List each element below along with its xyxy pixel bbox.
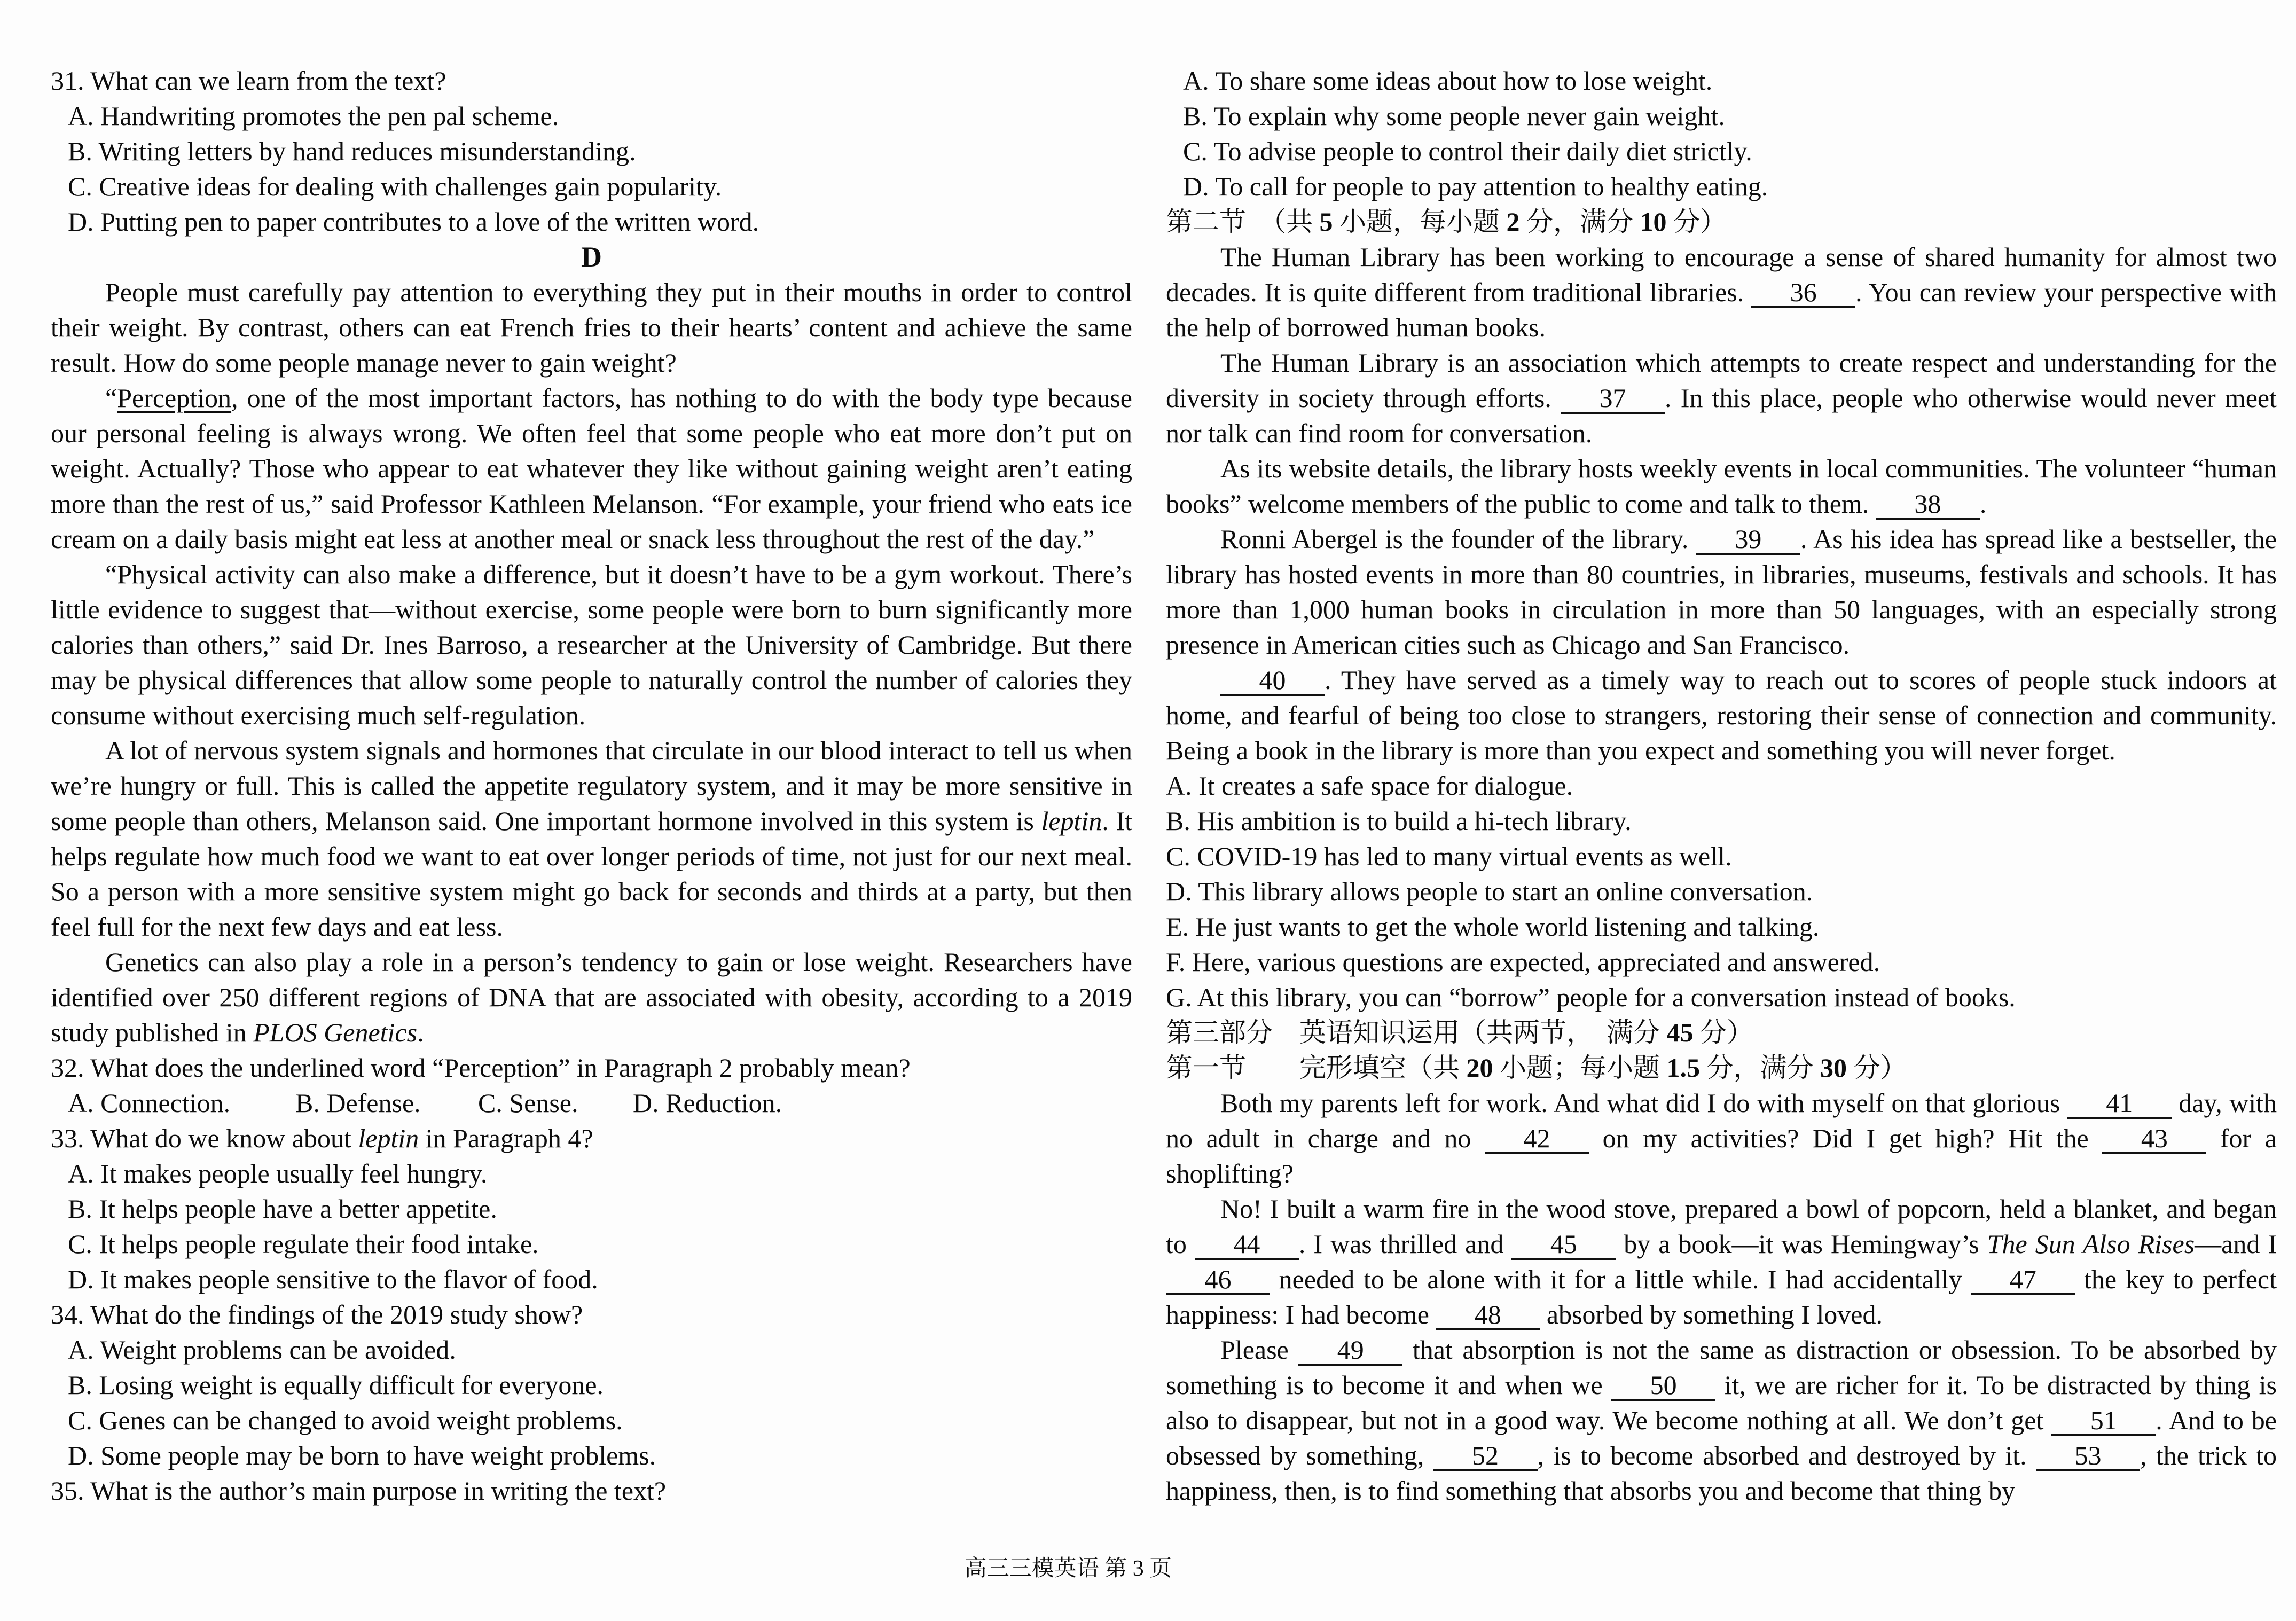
blank-37: 37 xyxy=(1561,384,1665,414)
question-35: 35. What is the author’s main purpose in writing the text? xyxy=(51,1476,667,1506)
passage-d-title: D xyxy=(581,241,602,273)
passage-d-para-5: Genetics can also play a role in a person’s tendency to gain or lose weight. Researchers have identified over 250 different regions of DNA that are associated with obesity, according to a 2019 study published in PLOS Genetics. xyxy=(51,947,1132,1047)
cloze-para-2: No! I built a warm fire in the wood stove, prepared a bowl of popcorn, held a blanket, and began to 44 . I was thrilled and 45 by a book—it was Hemingway’s The Sun Also Rises—and I 46 needed to be alone with it for a little while. I had accidentally 47 the key to perfect happiness: I had become 48 absorbed by something I loved. xyxy=(1166,1194,2277,1329)
blank-40: 40 xyxy=(1220,666,1325,696)
q32-options-b: B. Defense. xyxy=(295,1088,421,1118)
q35-option-c: C. To advise people to control their daily diet strictly. xyxy=(1183,136,1752,166)
underlined-text: Perception xyxy=(117,383,232,413)
section-3-1-header: 第一节 完形填空（共 20 小题；每小题 1.5 分，满分 30 分） xyxy=(1166,1053,1907,1083)
question-32: 32. What does the underlined word “Perception” in Paragraph 2 probably mean? xyxy=(51,1053,911,1083)
section-2-header: 第二节 （共 5 小题，每小题 2 分，满分 10 分） xyxy=(1166,207,1727,237)
q36-40-option-g: G. At this library, you can “borrow” people for a conversation instead of books. xyxy=(1166,982,2016,1012)
q34-option-d: D. Some people may be born to have weight problems. xyxy=(68,1440,656,1470)
bold-text: 1.5 xyxy=(1666,1053,1700,1083)
q33-option-d: D. It makes people sensitive to the flavor of food. xyxy=(68,1264,598,1294)
italic-text: The Sun Also Rises xyxy=(1987,1229,2195,1259)
passage-d-para-1: People must carefully pay attention to everything they put in their mouths in order to control their weight. By contrast, others can eat French fries to their hearts’ content and achieve the same result. How do some people manage never to gain weight? xyxy=(51,277,1132,378)
italic-text: PLOS Genetics xyxy=(253,1017,418,1047)
blank-45: 45 xyxy=(1511,1230,1616,1260)
passage-d-para-4: A lot of nervous system signals and hormones that circulate in our blood interact to tell us when we’re hungry or full. This is called the appetite regulatory system, and it may be more sensitive in some people than others, Melanson said. One important hormone involved in this system is leptin. It helps regulate how much food we want to eat over longer periods of time, not just for our next meal. So a person with a more sensitive system might go back for seconds and thirds at a party, but then feel full for the next few days and eat less. xyxy=(51,735,1133,942)
q32-options xyxy=(51,1085,1132,1121)
bold-text: 2 xyxy=(1506,207,1520,237)
human-library-para-3: As its website details, the library hosts weekly events in local communities. The volunteer “human books” welcome members of the public to come and talk to them. 38 . xyxy=(1166,453,2277,519)
blank-43: 43 xyxy=(2102,1124,2206,1154)
left-column xyxy=(51,63,1132,1508)
q32-options-d: D. Reduction. xyxy=(633,1088,782,1118)
passage-d-para-2: “Perception, one of the most important factors, has nothing to do with the body type because our personal feeling is always wrong. We often feel that some people who eat more don’t put on weight. Actually? Those who appear to eat whatever they like without gaining weight aren’t eating more than the rest of us,” said Professor Kathleen Melanson. “For example, your friend who eats ice cream on a daily basis might eat less at another meal or snack less throughout the rest of the day.” xyxy=(51,383,1132,554)
page-footer: 高三三模英语 第 3 页 xyxy=(964,1556,1172,1581)
blank-47: 47 xyxy=(1971,1265,2075,1295)
q33-option-b: B. It helps people have a better appetite. xyxy=(68,1194,497,1224)
q31-option-c: C. Creative ideas for dealing with challenges gain popularity. xyxy=(68,171,722,201)
q31-option-b: B. Writing letters by hand reduces misunderstanding. xyxy=(68,136,636,166)
blank-42: 42 xyxy=(1485,1124,1589,1154)
bold-text: 30 xyxy=(1820,1053,1847,1083)
q34-option-a: A. Weight problems can be avoided. xyxy=(68,1335,456,1365)
q33-option-c: C. It helps people regulate their food intake. xyxy=(68,1229,539,1259)
q36-40-option-b: B. His ambition is to build a hi-tech library. xyxy=(1166,806,1632,836)
blank-36: 36 xyxy=(1751,278,1855,308)
question-31: 31. What can we learn from the text? xyxy=(51,66,446,96)
human-library-para-2: The Human Library is an association which attempts to create respect and understanding for the diversity in society through efforts. 37 . In this place, people who otherwise would never meet nor talk can find room for conversation. xyxy=(1166,348,2277,448)
q36-40-option-c: C. COVID-19 has led to many virtual events as well. xyxy=(1166,841,1732,871)
blank-39: 39 xyxy=(1696,525,1800,555)
q36-40-option-e: E. He just wants to get the whole world listening and talking. xyxy=(1166,912,1820,942)
human-library-para-4: Ronni Abergel is the founder of the library. 39 . As his idea has spread like a bestseller, the library has hosted events in more than 80 countries, in libraries, museums, festivals and schools. It has more than 1,000 human books in circulation in more than 50 languages, with an especially strong presence in American cities such as Chicago and San Francisco. xyxy=(1166,524,2277,660)
q34-option-c: C. Genes can be changed to avoid weight problems. xyxy=(68,1405,623,1435)
q35-option-d: D. To call for people to pay attention to healthy eating. xyxy=(1183,171,1768,201)
question-34: 34. What do the findings of the 2019 study show? xyxy=(51,1299,583,1329)
q36-40-option-f: F. Here, various questions are expected, appreciated and answered. xyxy=(1166,947,1880,977)
q36-40-option-d: D. This library allows people to start an online conversation. xyxy=(1166,876,1813,906)
blank-50: 50 xyxy=(1611,1371,1715,1401)
bold-text: 5 xyxy=(1319,207,1333,237)
bold-text: 10 xyxy=(1640,207,1667,237)
cloze-para-1: Both my parents left for work. And what did I do with myself on that glorious 41 day, with no adult in charge and no 42 on my activities? Did I get high? Hit the 43 for a shoplifting? xyxy=(1166,1088,2277,1188)
human-library-para-1: The Human Library has been working to encourage a sense of shared humanity for almost two decades. It is quite different from traditional libraries. 36 . You can review your perspective with the help of borrowed human books. xyxy=(1166,242,2277,342)
q32-options-c: C. Sense. xyxy=(478,1088,578,1118)
italic-text: leptin xyxy=(1041,806,1102,836)
q36-40-option-a: A. It creates a safe space for dialogue. xyxy=(1166,771,1573,801)
right-column xyxy=(1166,63,2277,1508)
blank-52: 52 xyxy=(1433,1442,1538,1471)
italic-text: leptin xyxy=(358,1123,419,1153)
blank-46: 46 xyxy=(1166,1265,1270,1295)
passage-d-para-3: “Physical activity can also make a difference, but it doesn’t have to be a gym workout. There’s little evidence to suggest that—without exercise, some people were born to burn significantly more calories than others,” said Dr. Ines Barroso, a researcher at the University of Cambridge. But there may be physical differences that allow some people to naturally control the number of calories they consume without exercising much self-regulation. xyxy=(51,559,1132,730)
q32-options-a: A. Connection. xyxy=(68,1088,231,1118)
cloze-para-3: Please 49 that absorption is not the same as distraction or obsession. To be absorbed by something is to become it and when we 50 it, we are richer for it. To be distracted by thing is also to disappear, but not in a good way. We become nothing at all. We don’t get 51 . And to be obsessed by something, 52 , is to become absorbed and destroyed by it. 53 , the trick to happiness, then, is to find something that absorbs you and become that thing by xyxy=(1166,1335,2277,1506)
blank-44: 44 xyxy=(1195,1230,1299,1260)
section-3-header: 第三部分 英语知识运用（共两节， 满分 45 分） xyxy=(1166,1017,1753,1047)
blank-49: 49 xyxy=(1298,1336,1402,1366)
blank-41: 41 xyxy=(2067,1089,2172,1119)
bold-text: 45 xyxy=(1666,1017,1694,1047)
human-library-para-5: 40 . They have served as a timely way to reach out to scores of people stuck indoors at home, and fearful of being too close to strangers, restoring their sense of connection and community. Being a book in the library is more than you expect and something you will never forget. xyxy=(1166,665,2277,765)
q31-option-d: D. Putting pen to paper contributes to a love of the written word. xyxy=(68,207,759,237)
blank-51: 51 xyxy=(2051,1406,2156,1436)
q35-option-b: B. To explain why some people never gain weight. xyxy=(1183,101,1725,131)
blank-48: 48 xyxy=(1436,1301,1540,1330)
blank-53: 53 xyxy=(2036,1442,2140,1471)
q31-option-a: A. Handwriting promotes the pen pal scheme. xyxy=(68,101,559,131)
question-33: 33. What do we know about leptin in Paragraph 4? xyxy=(51,1123,593,1153)
bold-text: 20 xyxy=(1466,1053,1493,1083)
q33-option-a: A. It makes people usually feel hungry. xyxy=(68,1158,488,1188)
q35-option-a: A. To share some ideas about how to lose weight. xyxy=(1183,66,1713,96)
blank-38: 38 xyxy=(1876,490,1980,520)
q34-option-b: B. Losing weight is equally difficult for everyone. xyxy=(68,1370,604,1400)
